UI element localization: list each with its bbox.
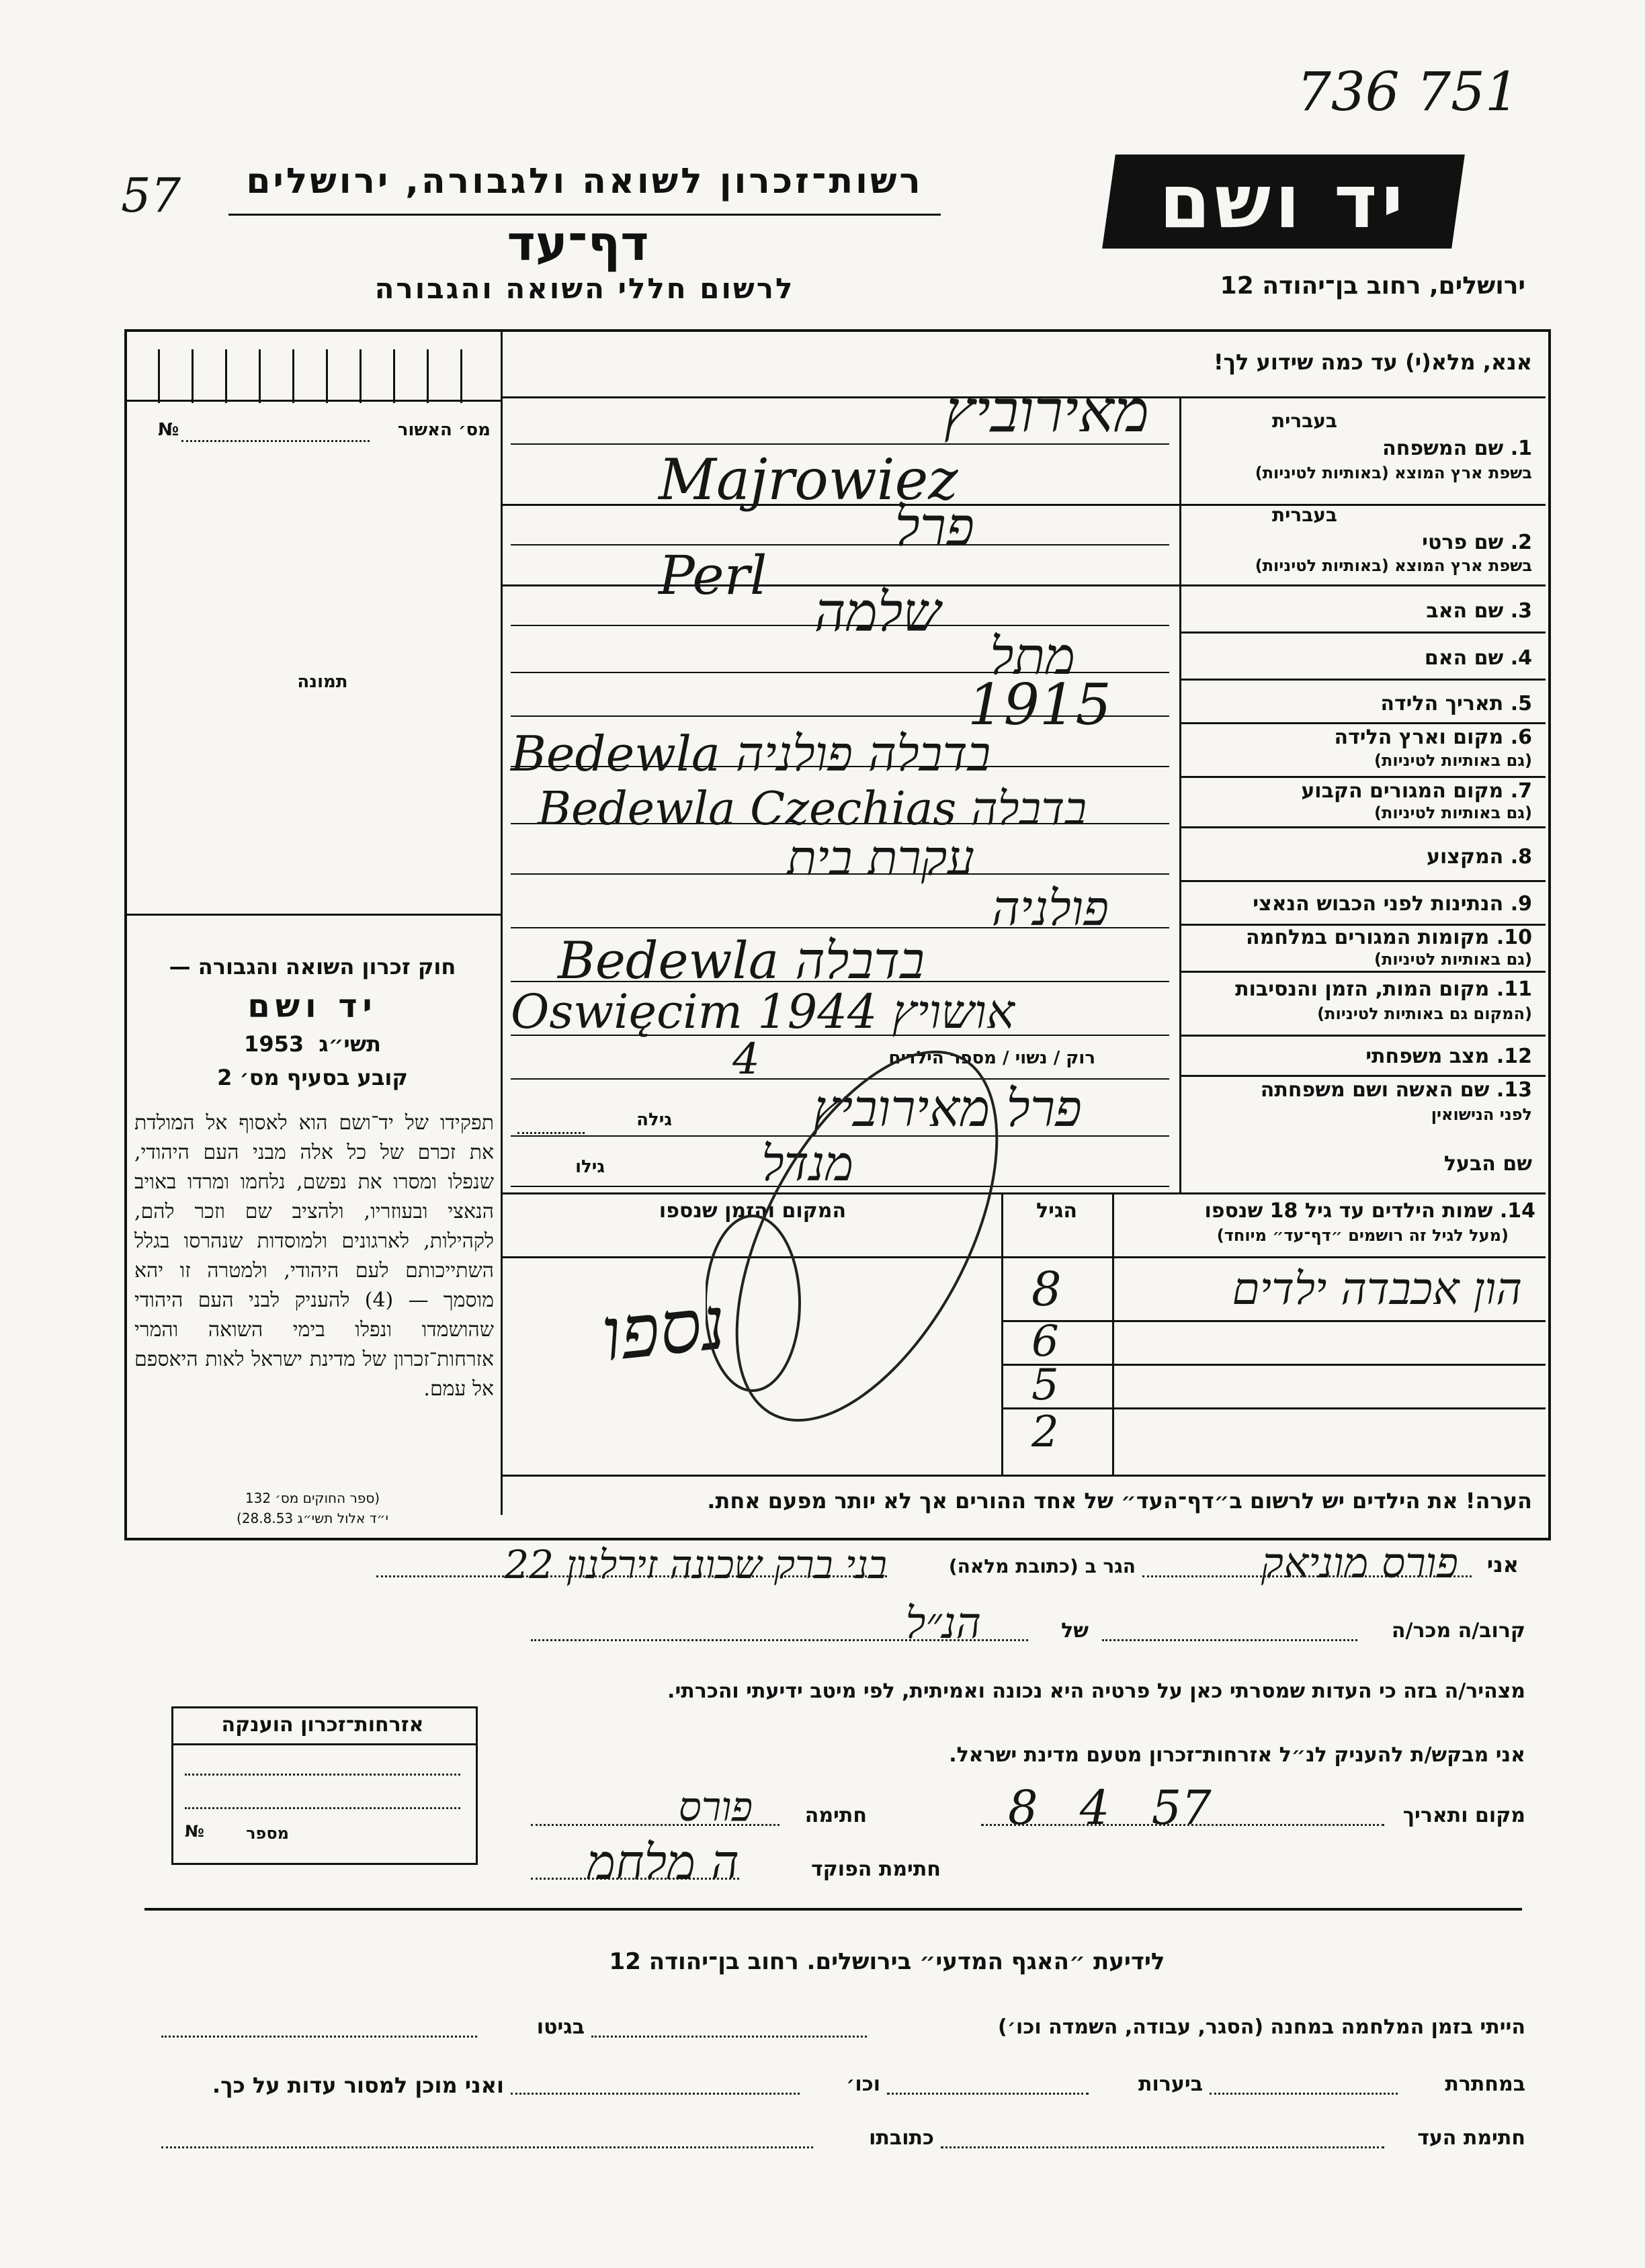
field-10-label: 10. מקומות המגורים במלחמה (1246, 926, 1532, 949)
field-1-label: 1. שם המשפחה (1382, 437, 1532, 460)
field-11-label: 11. מקום המות, הזמן והנסיבות (1235, 977, 1532, 1001)
field-6-label: 6. מקום וארץ הלידה (1334, 726, 1532, 749)
footer-attention: לידיעת ״האגף המדעי״ בירושלים. רחוב בן־יהודה 12 (609, 1948, 1165, 1975)
wartime-residence: Bedewla בדבלה (558, 930, 925, 990)
relation-label: קרוב/ה מכר/ה (1391, 1619, 1525, 1643)
footer-line1-b: בגיטו (536, 2015, 585, 2039)
birth-place: Bedewla בדבלה פולניה (511, 726, 991, 782)
citizenship-number-prefix: № (185, 1822, 204, 1841)
field-1-hebrew-header: בעברית (1271, 410, 1337, 432)
law-section: קובע בסעיף מס׳ 2 (217, 1065, 408, 1090)
footer-line3-a: חתימת העד (1417, 2126, 1525, 2150)
scribble-oval (706, 1021, 1055, 1451)
field-6-note: (גם באותיות לטיניות) (1374, 751, 1532, 770)
address: ירושלים, רחוב בן־יהודה 12 (1220, 272, 1525, 300)
instruction: אנא, מלא(י) עד כמה שידוע לך! (1213, 349, 1532, 375)
children-label: 14. שמות הילדים עד גיל 18 שנספו (1204, 1199, 1535, 1223)
approval-number-label: מס׳ האשור (397, 420, 491, 440)
field-2-hebrew-header: בעברית (1271, 504, 1337, 526)
footer-line2-a: במחתרת (1445, 2073, 1525, 2096)
official-signature-value: ה מלחמ (587, 1834, 739, 1890)
statement-2: אני מבקש/ת להעניק לנ״ל אזרחות־זכרון מטעם מדינת ישראל. (949, 1743, 1525, 1767)
children-place: נספו (597, 1279, 730, 1379)
family-name-latin: Majrowiez (659, 447, 958, 513)
remark: הערה! את הילדים יש לרשום ב״דף־העד״ של אחד ההורים אך לא יותר מפעם אחת. (707, 1488, 1532, 1514)
approval-number-prefix: № (158, 420, 179, 440)
form-title: דף־עד (507, 215, 649, 271)
citizenship: פולניה (991, 880, 1109, 936)
father-name: שלמה (814, 581, 941, 644)
form-subtitle: לרשום חללי השואה והגבורה (374, 272, 795, 305)
wife-age-label: גילה (636, 1110, 672, 1130)
child-1-age: 8 (1031, 1262, 1062, 1317)
child-4-age: 2 (1031, 1407, 1059, 1457)
child-2-age: 6 (1031, 1317, 1059, 1366)
family-name-hebrew: מאירוביץ (943, 376, 1149, 445)
signature-label: חתימה (804, 1804, 867, 1827)
footer-line2-b: ביערות (1138, 2073, 1203, 2096)
wife-name: פרל מאירוביץ (812, 1078, 1082, 1138)
field-8-label: 8. המקצוע (1426, 845, 1532, 869)
law-title: חוק זכרון השואה והגבורה — (169, 954, 456, 979)
place-header: המקום והזמן שנספו (659, 1199, 847, 1223)
law-year: 1953 תשי״ג (244, 1031, 381, 1057)
footer-line2-c: וכו׳ (846, 2073, 880, 2096)
husband-label: שם הבעל (1443, 1152, 1532, 1176)
yad-vashem-logo: יד ושם (1102, 155, 1465, 249)
field-10-note: (גם באותיות לטיניות) (1374, 950, 1532, 969)
declarant-address: בני ברק שכונה זירלנון 22 (504, 1542, 887, 1587)
death-place: Oswięcim אושויץ 1944 (511, 984, 1015, 1039)
first-name-latin: Perl (659, 544, 767, 607)
archive-number: 736 751 (1297, 60, 1519, 123)
citizenship-number-label: מספר (246, 1824, 289, 1843)
husband-age-label: גילו (575, 1157, 605, 1177)
children-note: (מעל לגיל זה רושמים ״דף־עד״ מיוחד) (1216, 1226, 1509, 1245)
photo-label: תמונה (297, 672, 348, 692)
margin-note: 57 (121, 168, 181, 223)
of-label: של (1061, 1619, 1089, 1643)
birth-date: 1915 (968, 672, 1111, 738)
law-source: (ספר החוקים מס׳ 132 י״ד אלול תשי״ג 28.8.53) (237, 1490, 388, 1526)
declarant-name: פורס מוניאק (1261, 1538, 1458, 1587)
law-name: יד ושם (247, 988, 378, 1025)
first-name-hebrew: פרל (894, 496, 974, 558)
footer-line3-b: כתובתו (869, 2126, 934, 2150)
declaration-i-label: אני (1486, 1552, 1519, 1577)
field-2-label: 2. שם פרטי (1422, 531, 1532, 554)
children-count: 4 (732, 1035, 760, 1084)
footer-line1-a: הייתי בזמן המלחמה במחנה (הסגר, עבודה, השמדה וכו׳) (998, 2015, 1525, 2039)
statement-1: מצהיר/ה בזה כי העדות שמסרתי כאן על פרטיה היא נכונה ואמיתית, לפי מיטב ידיעתי והכרתי. (667, 1680, 1525, 1703)
profession: עקרת בית (787, 830, 974, 886)
field-3-label: 3. שם האב (1426, 599, 1532, 623)
field-7-note: (גם באותיות לטיניות) (1374, 803, 1532, 822)
authority-title: רשות־זכרון לשואה ולגבורה, ירושלים (246, 161, 923, 202)
law-text: תפקידו של יד־ושם הוא לאסוף אל המולדת את זכרם של כל אלה מבני העם היהודי, שנפלו ומסרו את נפשם, נלחמו ומרדו באויב הנאצי ובעוזריו, ולהציב שם וזכר להם, לקהילות, לארגונים ולמוסדות שנהרסו בגלל השתייכותם לעם היהודי, ולמטרה זו יהא מוסמך — (4) להעניק לבני העם היהודי שהושמדו ונפלו בימי השואה והמרי אזרחות־זכרון של מדינת ישראל לאות היאספם אל עמם. (134, 1111, 494, 1401)
field-4-label: 4. שם האם (1424, 646, 1532, 670)
place-date-label: מקום ותאריך (1402, 1804, 1525, 1827)
signature-value: פורס (678, 1784, 753, 1831)
field-7-label: 7. מקום המגורים הקבוע (1301, 779, 1532, 803)
citizenship-box-title: אזרחות־זכרון הוענקה (221, 1713, 424, 1737)
official-signature-label: חתימת הפוקד (811, 1858, 941, 1881)
field-13-note: לפני הנישואין (1431, 1105, 1532, 1124)
marital-options: רוק / נשוי / מספר הילדים (888, 1048, 1095, 1068)
age-header: הגיל (1036, 1199, 1077, 1223)
field-2-note: בשפת ארץ המוצא (באותיות לטיניות) (1255, 556, 1532, 575)
child-3-age: 5 (1031, 1360, 1059, 1410)
field-12-label: 12. מצב משפחתי (1365, 1045, 1532, 1068)
field-1-note: בשפת ארץ המוצא (באותיות לטיניות) (1255, 464, 1532, 482)
field-5-label: 5. תאריך הלידה (1380, 692, 1532, 715)
child-1-name: הון אכבדה ילדים (1232, 1263, 1522, 1315)
field-9-label: 9. הנתינות לפני הכבוש הנאצי (1253, 892, 1532, 916)
residing-label: הגר ב (כתובת מלאה) (948, 1555, 1136, 1577)
footer-line2-d: ואני מוכן למסור עדות על כך. (212, 2073, 504, 2098)
husband-name: מנדל (761, 1135, 853, 1192)
field-11-note: (המקום גם באותיות לטיניות) (1317, 1004, 1532, 1023)
place-date-value: 8 4 57 (1008, 1780, 1212, 1835)
mother-name: מתל (990, 626, 1075, 686)
field-13-label: 13. שם האשה ושם משפחתה (1260, 1078, 1532, 1102)
residence: Bedewla Czechias בדבלה (538, 783, 1087, 836)
of-value: הנ״ל (905, 1599, 981, 1649)
